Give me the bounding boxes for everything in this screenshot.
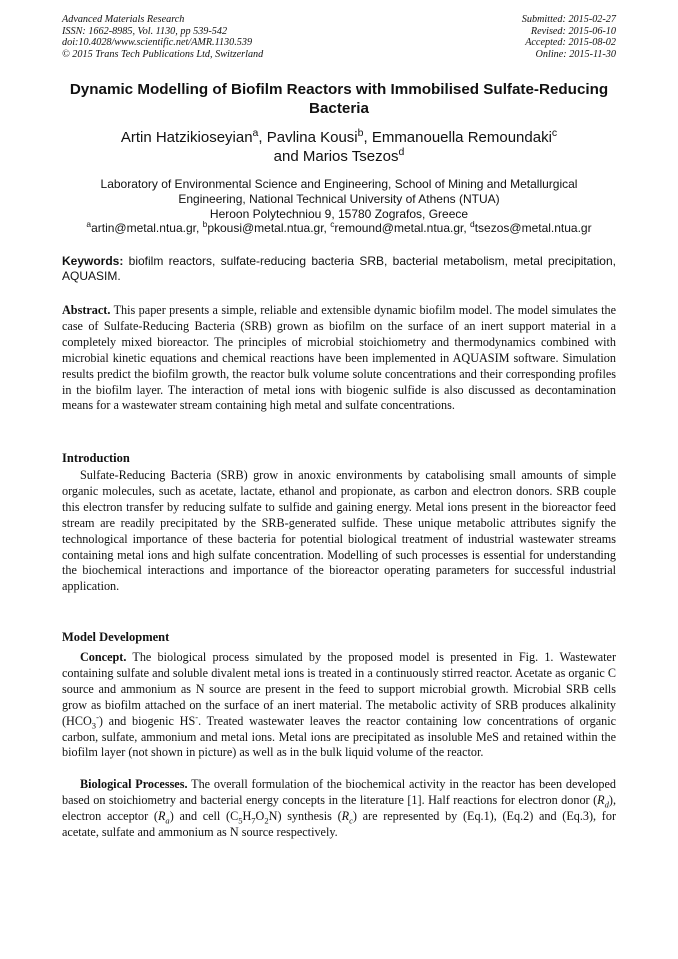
accepted-date: Accepted: 2015-08-02 [525,37,616,49]
email-sup: a [86,219,92,230]
introduction-heading: Introduction [62,451,130,465]
abstract-label: Abstract. [62,303,111,317]
paper-title: Dynamic Modelling of Biofilm Reactors with Immobilised Sulfate-Reducing Bacteria [69,81,609,117]
doi: doi:10.4028/www.scientific.net/AMR.1130.539 [62,37,253,49]
email-link[interactable]: pkousi@metal.ntua.gr, [207,221,327,236]
introduction-text: Sulfate-Reducing Bacteria (SRB) grow in anoxic environments by catabolising small amounts of simple organic molecules, such as acetate, lactate, ethanol and propionate, as carbon and electron donors. SRB couple this electron transfer by reducing sulfate to sulfide and gaining energy. Metal ions present in the bioreactor feed stream are readily precipitated by the SRB-generated sulfide. These unique metabolic attributes signify the technological importance of these bacteria for potential biological treatment of industrial wastewater streams containing metal ions and high sulfate concentration. Modelling of such processes is essential for understanding the biochemical interactions and importance of the bioreactor operating parameters for successful industrial application. [62,468,616,594]
bio-text: ) synthesis ( [277,808,342,823]
email-sup: d [470,219,475,230]
superscript: - [195,711,199,722]
bio-text: ) are represented by (Eq.1), (Eq.2) and (Eq.3), for acetate, sulfate and ammonium as N source respectively. [62,808,617,839]
affiliation-line: Laboratory of Environmental Science and Engineering, School of Mining and Metallurgical [100,177,578,191]
symbol: R [157,808,166,823]
bio-label: Biological Processes. [80,777,188,791]
email-line [62,221,616,236]
revised-date: Revised: 2015-06-10 [530,25,616,37]
concept-text: The biological process simulated by the proposed model is presented in Fig. 1. Wastewater containing sulfate and soluble divalent metal ions is treated in a continuously stirred reactor. Acetate as organic C source and ammonium as N source are present in the feed to support microbial growth. Microbial SRB cells grow as biofilm attached on the surface of an inert material. The metabolic activity of SRB produces alkalinity (HCO [62,650,617,728]
subscript: 5 [238,815,243,826]
subscript: 2 [264,815,269,826]
author-sup: c [551,127,558,139]
abstract [62,303,616,414]
concept-text: . Treated wastewater leaves the reactor containing low concentrations of organic carbon, sulfate, ammonium and metal ions. Metal ions are precipitated as insoluble MeS and retained within the biofilm layer (not shown in picture) as well as in the bulk liquid volume of the reactor. [62,713,617,760]
subscript: d [604,799,609,810]
bio-text: ), electron acceptor ( [62,792,616,823]
concept-label: Concept. [80,650,127,664]
online-date: Online: 2015-11-30 [535,48,616,60]
author-and: and [273,148,299,165]
authors: Artin Hatzikioseyian$^a$, Pavlina Kousi$^b$, Emmanouella Remoundaki$^c$ and Marios Tsezos$^d$ [120,127,558,165]
superscript: - [96,711,99,722]
subscript: 7 [251,815,256,826]
bio-text: ) and cell (C [169,808,239,823]
author-name: Marios Tsezos [302,148,399,165]
email-sup: b [202,219,208,230]
biological-processes-paragraph [62,777,616,841]
author-sup: d [398,146,405,158]
formula-letter: O [255,808,265,823]
journal-header [62,14,263,60]
author-name: Emmanouella Remoundaki [371,129,552,146]
symbol: R [597,792,605,807]
journal-name: Advanced Materials Research [62,14,185,25]
keywords-label: Keywords: [62,254,124,268]
subscript: 3 [91,720,97,731]
affiliation-line: Heroon Polytechniou 9, 15780 Zografos, Greece [209,206,469,221]
concept-text: ) and biogenic HS [98,713,196,728]
formula-letter: N [268,808,278,823]
formula-letter: H [242,808,252,823]
author-name: Artin Hatzikioseyian [120,129,253,146]
copyright: © 2015 Trans Tech Publications Ltd, Switzerland [62,48,264,60]
author-sup: b [357,127,364,139]
model-development-heading: Model Development [62,630,170,644]
email-link[interactable]: tsezos@metal.ntua.gr [474,221,592,236]
keywords [62,254,616,284]
keywords-text: biofilm reactors, sulfate-reducing bacteria SRB, bacterial metabolism, metal precipitation, AQUASIM. [62,254,616,283]
subscript: a [165,815,170,826]
submitted-date: Submitted: 2015-02-27 [521,14,616,25]
concept-paragraph [62,650,616,761]
abstract-text: This paper presents a simple, reliable and extensible dynamic biofilm model. The model simulates the case of Sulfate-Reducing Bacteria (SRB) grown as biofilm on the surface of an inert support material in a completely mixed bioreactor. The principles of microbial stoichiometry and thermodynamics combined with microbial kinetic equations and chemical reactions have been implemented in AQUASIM software. Simulation results predict the biofilm growth, the reactor bulk volume solute concentrations and their corresponding profiles in the biofilm layer. The interaction of metal ions with biogenic sulfide is also discussed as decontamination means for a wastewater stream containing high metal and sulfate concentrations. [62,303,616,413]
symbol: R [341,808,350,823]
subscript: c [349,815,353,826]
affiliation [62,177,616,236]
email-link[interactable]: artin@metal.ntua.gr, [91,221,200,236]
author-name: Pavlina Kousi [266,129,358,146]
email-sup: c [330,219,335,230]
dates-header [522,14,616,60]
issn: ISSN: 1662-8985, Vol. 1130, pp 539-542 [62,25,228,37]
email-link[interactable]: remound@metal.ntua.gr, [334,221,467,236]
bio-text: The overall formulation of the biochemical activity in the reactor has been developed based on stoichiometry and bacterial energy concepts in the literature [1]. Half reactions for electron donor ( [62,777,616,807]
author-sup: a [252,127,259,139]
affiliation-line: Engineering, National Technical University of Athens (NTUA) [178,191,500,206]
